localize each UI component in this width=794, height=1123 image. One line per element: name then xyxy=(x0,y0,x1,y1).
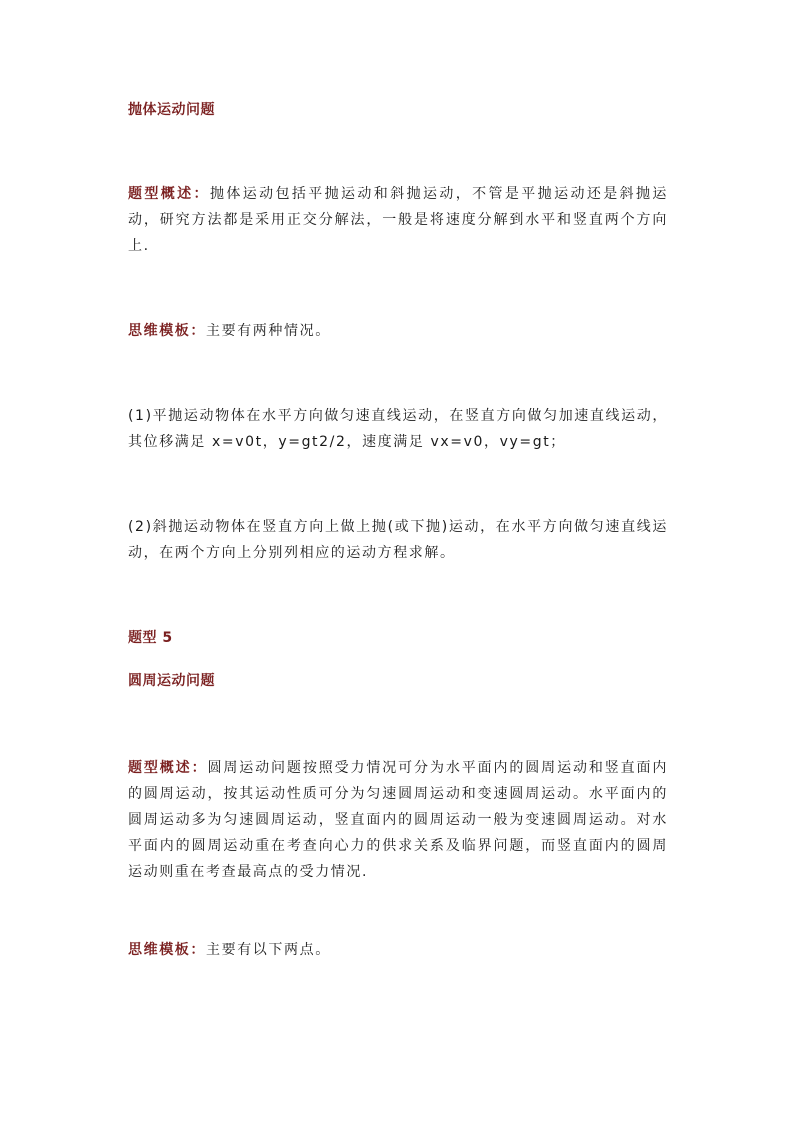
overview-paragraph-circular xyxy=(128,755,668,885)
overview-text: 圆周运动问题按照受力情况可分为水平面内的圆周运动和竖直面内的圆周运动，按其运动性质可分为匀速圆周运动和变速圆周运动。水平面内的圆周运动多为匀速圆周运动，竖直面内的圆周运动一般为变速圆周运动。对水平面内的圆周运动重在考查向心力的供求关系及临界问题，而竖直面内的圆周运动则重在考查最高点的受力情况. xyxy=(128,760,669,880)
thinking-label: 思维模板： xyxy=(128,323,206,339)
type-label: 题型 5 xyxy=(128,630,173,646)
thinking-paragraph-circular xyxy=(128,937,668,963)
thinking-paragraph-projectile xyxy=(128,318,668,344)
item-horizontal-projectile: (1)平抛运动物体在水平方向做匀速直线运动，在竖直方向做匀加速直线运动，其位移满足 x=v0t，y=gt2/2，速度满足 vx=v0，vy=gt； xyxy=(128,408,668,450)
overview-label: 题型概述： xyxy=(128,186,210,202)
section-title-circular: 圆周运动问题 xyxy=(128,673,215,689)
thinking-label: 思维模板： xyxy=(128,942,206,958)
thinking-text: 主要有两种情况。 xyxy=(206,323,331,339)
overview-text: 抛体运动包括平抛运动和斜抛运动，不管是平抛运动还是斜抛运动，研究方法都是采用正交分解法，一般是将速度分解到水平和竖直两个方向上. xyxy=(128,186,668,254)
thinking-text: 主要有以下两点。 xyxy=(206,942,331,958)
section-title-projectile: 抛体运动问题 xyxy=(128,102,215,118)
item-oblique-projectile: (2)斜抛运动物体在竖直方向上做上抛(或下抛)运动，在水平方向做匀速直线运动，在两个方向上分别列相应的运动方程求解。 xyxy=(128,519,668,561)
overview-paragraph-projectile xyxy=(128,181,668,259)
overview-label: 题型概述： xyxy=(128,760,208,776)
